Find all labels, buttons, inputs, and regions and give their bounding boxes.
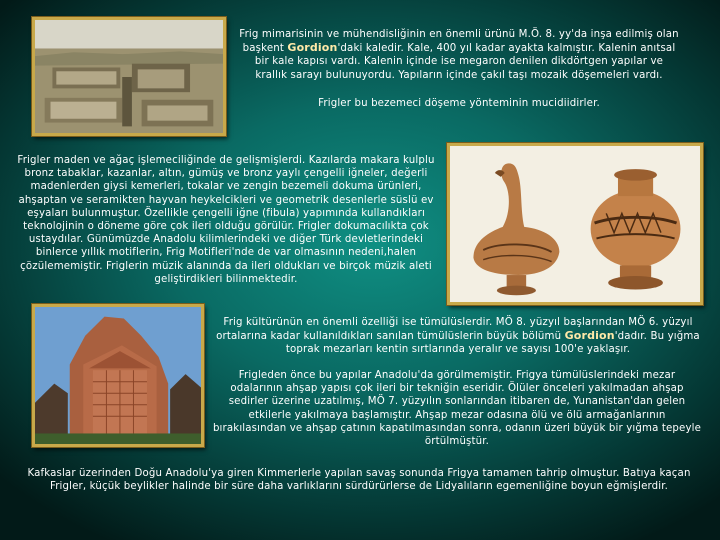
rock-monument-image	[32, 304, 204, 447]
p1-text-after: 'daki kaledir. Kale, 400 yıl kadar ayakta kalmıştır. Kalenin anıtsal bir kale kapısı vardı. Kalenin içinde ise megaron denilen dikdörtgen yapılar ve krallık sarayı bulunuyordu. Yapıların içinde çakıl taşı mozaik döşemeleri vardı.	[254, 43, 676, 81]
monument-illustration	[35, 307, 201, 444]
p4-text-after: 'dadır. Bu yığma toprak mezarları kentin sırtlarında yeralır ve sayısı 100'e yaklaşır.	[285, 331, 700, 356]
paragraph-cimmerian-war: Kafkaslar üzerinden Doğu Anadolu'ya giren Kimmerlerle yapılan savaş sonunda Frigya tamamen tahrip olmuştur. Batıya kaçan Frigler, küçük beylikler halinde bir süre daha varlıklarını sürdürürlerse de Lidyalıların egemenliğine boyun eğmişlerdir.	[27, 468, 691, 493]
ruins-illustration	[35, 20, 223, 133]
paragraph-tumulus	[206, 316, 710, 357]
paragraph-burial-chambers: Frigleden önce bu yapılar Anadolu'da görülmemiştir. Frigya tümülüslerindeki mezar odalarının ahşap yapısı çok ileri bir tekniğin eseridir. Ölüler önceleri yakılmadan ahşap sedirler üzerine uzatılmış, MÖ 7. yüzyılın sonlarından itibaren de, Yunanistan'dan gelen etkilerle yakılmaya başlamıştır. Ahşap mezar odasına ölü ve ölü armağanlarının bırakılasından ve ahşap çatının kapatılmasından sonra, odanın üzeri büyük bir yığma tepeyle örtülmüştür.	[212, 370, 702, 448]
vessel-illustration	[450, 146, 700, 302]
paragraph-mosaic-inventors: Frigler bu bezemeci döşeme yönteminin mucidiidirler.	[318, 98, 600, 109]
p1-text-before: Frig mimarisinin ve mühendisliğinin en önemli ürünü M.Ö. 8. yy'da inşa edilmiş olan başkent	[239, 29, 679, 55]
paragraph-metalwork: Frigler maden ve ağaç işlemeciliğinde de gelişmişlerdi. Kazılarda makara kulplu bronz tabaklar, kazanlar, altın, gümüş ve bronz yaylı çengelli iğneler, değerli madenlerden giysi kemerleri, tokalar ve zengin bezemeli dokuma ürünleri, ahşaptan ve seramikten hayvan heykelcikleri ve geometrik desenlerle süslü ev eşyaları bulunmuştur. Özellikle çengelli iğne (fibula) yapımında kullandıkları teknolojinin o döneme göre çok ileri olduğu görülür. Frigler dokumacılıkta çok ustaydılar. Günümüzde Anadolu kilimlerindeki ve diğer Türk devletlerindeki binlerce yıllık motiflerin, Frig Motifleri'nde de var olmasının nedeni,halen çözülememiştir. Friglerin müzik alanında da ileri oldukları ve birçok müzik aleti geliştirdikleri bilinmektedir.	[17, 155, 435, 285]
paragraph-gordion-citadel	[238, 28, 680, 82]
ceramic-vessel-image	[447, 143, 703, 305]
p4-text-before: Frig kültürünün en önemli özelliği ise tümülüslerdir. MÖ 8. yüzyıl başlarından MÖ 6. yüzyıl ortalarına kadar kullanıldıkları sanılan tümülüslerin büyük bölümü	[216, 317, 693, 343]
p4-gordion-highlight: Gordion	[564, 329, 615, 343]
gordion-ruins-image	[32, 17, 226, 136]
p1-gordion-highlight: Gordion	[287, 41, 338, 55]
